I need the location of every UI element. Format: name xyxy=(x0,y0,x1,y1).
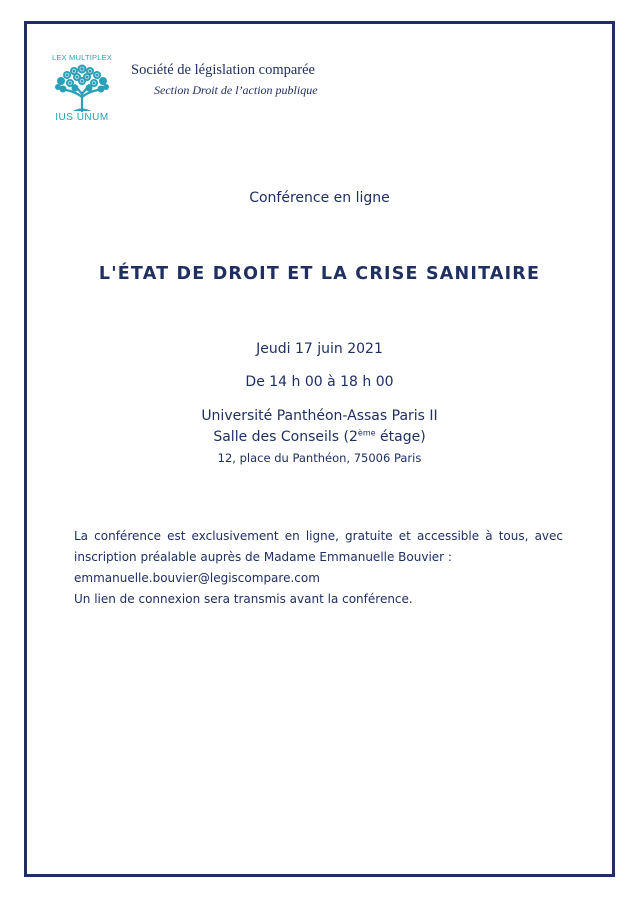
venue-room-prefix: Salle des Conseils (2 xyxy=(213,429,358,445)
info-block xyxy=(74,526,563,610)
org-name: Société de législation comparée xyxy=(131,62,315,78)
event-time: De 14 h 00 à 18 h 00 xyxy=(245,374,394,390)
org-section: Section Droit de l’action publique xyxy=(154,83,318,97)
event-title: L'ÉTAT DE DROIT ET LA CRISE SANITAIRE xyxy=(98,264,541,284)
logo-bottom-text: IUS UNUM xyxy=(55,112,109,123)
page-border xyxy=(24,21,615,877)
venue-room-superscript: ème xyxy=(357,428,376,438)
venue-room xyxy=(24,429,615,445)
tree-icon xyxy=(53,63,111,113)
venue-room-suffix: étage) xyxy=(375,429,426,445)
logo xyxy=(50,53,114,123)
venue-address: 12, place du Panthéon, 75006 Paris xyxy=(217,451,422,465)
contact-email-link[interactable]: emmanuelle.bouvier@legiscompare.com xyxy=(74,571,320,585)
event-type: Conférence en ligne xyxy=(249,190,390,206)
event-date: Jeudi 17 juin 2021 xyxy=(256,341,383,357)
info-paragraph: La conférence est exclusivement en ligne, gratuite et accessible à tous, avec inscription préalable auprès de Madame Emmanuelle Bouvier : xyxy=(74,529,563,564)
logo-top-text: LEX MULTIPLEX xyxy=(52,53,112,62)
venue-university: Université Panthéon-Assas Paris II xyxy=(201,408,438,424)
connection-note: Un lien de connexion sera transmis avant la conférence. xyxy=(74,592,413,606)
